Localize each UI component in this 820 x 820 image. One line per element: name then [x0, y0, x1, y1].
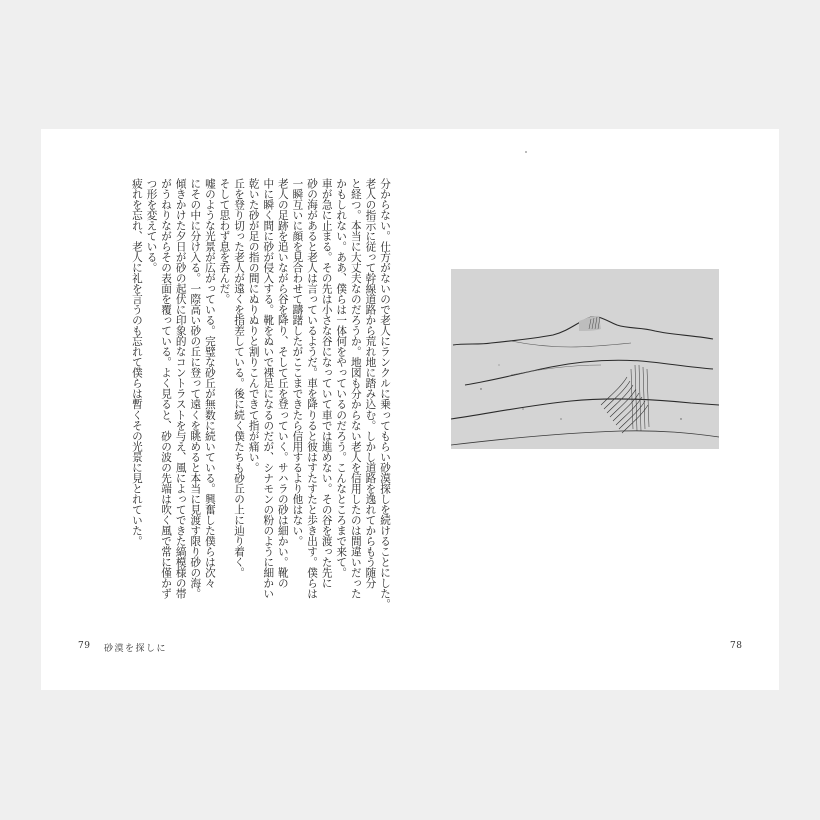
print-speck — [525, 151, 527, 153]
page-number-left: 79 — [78, 641, 91, 651]
text-column: 嘘のような光景が広がっている。完璧な砂丘が無数に続いている。興奮した僕らは次々 — [203, 178, 216, 589]
text-column: 車が急に止まる。その先は小さな谷になっていて車では進めない。その谷を渡った先に — [320, 178, 333, 589]
text-column: そして思わず息を呑んだ。 — [218, 178, 231, 305]
text-column: 中に瞬く間に砂が侵入する。靴をぬいで裸足になるのだが、シナモンの粉のように細かい — [262, 178, 275, 599]
desert-dune-illustration — [451, 269, 719, 449]
text-column: かもしれない。ああ、僕らは一体何をやっているのだろう。こんなところまで来て。 — [335, 178, 348, 578]
text-column: 傾きかけた夕日が砂の起伏に印象的なコントラストを与え、風によってできた縞模様の帯 — [174, 178, 187, 599]
text-column: と経つ。本当に大丈夫なのだろうか。地図も分からない老人を信用したのは間違いだった — [349, 178, 362, 599]
text-column: 老人の足跡を追いながら谷を降り、そして丘を登っていく。サハラの砂は細かい。靴の — [276, 178, 289, 589]
text-column: つ形を変えている。 — [145, 178, 158, 273]
page-number-right: 78 — [730, 641, 743, 651]
text-column: 砂の海があると老人は言っているようだ。車を降りると彼はすたすたと歩き出す。僕らは — [306, 178, 319, 599]
text-column: 一瞬互いに顔を見合わせて躊躇したがここまできたら信用するより他はない。 — [291, 178, 304, 547]
running-head: 砂漠を探しに — [104, 644, 168, 654]
body-text — [72, 178, 392, 613]
text-column: 分からない。仕方がないので老人にランクルに乗ってもらい砂漠探しを続けることにした。 — [379, 178, 391, 610]
text-column: 乾いた砂が足の指の間にぬりぬりと割りこんできて指が痛い。 — [247, 178, 260, 473]
text-column: 老人の指示に従って幹線道路から荒れ地に踏み込む。しかし道路を逸れてからもう随分 — [364, 178, 377, 589]
text-column: 丘を登り切った老人が遠くを指差している。後に続く僕たちも砂丘の上に辿り着く。 — [233, 178, 246, 578]
text-column: 疲れを忘れ、老人に礼を言うのも忘れて僕らは暫くその光景に見とれていた。 — [130, 178, 143, 547]
text-column: にその中に分け入る。一際高い砂の丘に登って遠くを眺めると本当に見渡す限り砂の海。 — [189, 178, 202, 599]
text-column: がうねりながらその表面を覆っている。よく見ると、砂の波の先端は吹く風で常に僅かず — [160, 178, 173, 599]
